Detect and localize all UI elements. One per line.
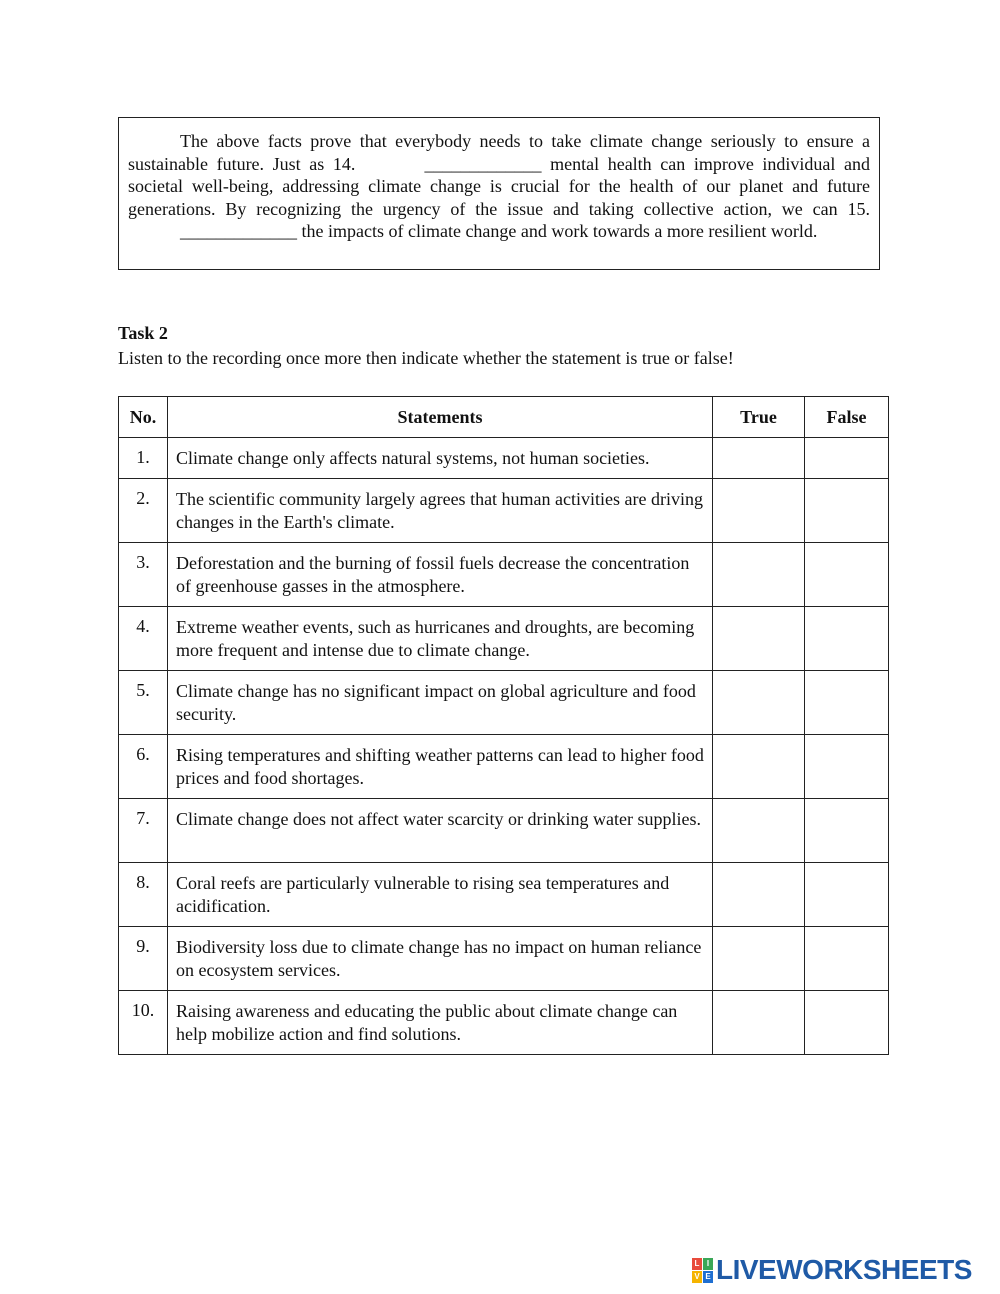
false-cell[interactable]	[805, 438, 889, 479]
header-false: False	[805, 397, 889, 438]
table-row	[119, 543, 889, 607]
passage-paragraph	[128, 130, 870, 243]
true-cell[interactable]	[713, 991, 805, 1055]
liveworksheets-logo[interactable]	[692, 1254, 972, 1286]
row-number: 9.	[119, 927, 168, 991]
blank-15[interactable]: _____________	[180, 221, 297, 242]
passage-text-1: The above facts prove that everybody needs to take climate change seriously to ensure a sustainable future. Just as 14.	[128, 131, 870, 174]
row-number: 7.	[119, 799, 168, 863]
row-number: 3.	[119, 543, 168, 607]
row-statement: Rising temperatures and shifting weather patterns can lead to higher food prices and food shortages.	[168, 735, 713, 799]
task-instruction: Listen to the recording once more then indicate whether the statement is true or false!	[118, 348, 734, 368]
row-number: 8.	[119, 863, 168, 927]
table-row	[119, 863, 889, 927]
statements-table	[118, 396, 889, 1055]
table-row	[119, 479, 889, 543]
task-title: Task 2	[118, 323, 168, 343]
brand-logo-icon	[692, 1258, 713, 1283]
logo-letter-e: E	[703, 1271, 713, 1283]
row-statement: Extreme weather events, such as hurricanes and droughts, are becoming more frequent and intense due to climate change.	[168, 607, 713, 671]
false-cell[interactable]	[805, 479, 889, 543]
true-cell[interactable]	[713, 863, 805, 927]
true-cell[interactable]	[713, 735, 805, 799]
table-row	[119, 607, 889, 671]
row-number: 1.	[119, 438, 168, 479]
row-statement: Deforestation and the burning of fossil fuels decrease the concentration of greenhouse gasses in the atmosphere.	[168, 543, 713, 607]
table-row	[119, 991, 889, 1055]
true-cell[interactable]	[713, 543, 805, 607]
false-cell[interactable]	[805, 671, 889, 735]
row-number: 10.	[119, 991, 168, 1055]
row-statement: Climate change only affects natural systems, not human societies.	[168, 438, 713, 479]
row-statement: Raising awareness and educating the public about climate change can help mobilize action and find solutions.	[168, 991, 713, 1055]
false-cell[interactable]	[805, 991, 889, 1055]
row-statement: Climate change does not affect water scarcity or drinking water supplies.	[168, 799, 713, 863]
true-cell[interactable]	[713, 799, 805, 863]
table-row	[119, 927, 889, 991]
table-row	[119, 438, 889, 479]
row-statement: Biodiversity loss due to climate change has no impact on human reliance on ecosystem services.	[168, 927, 713, 991]
table-row	[119, 799, 889, 863]
table-row	[119, 735, 889, 799]
passage-text-2: mental health can improve individual and societal well-being, addressing climate change is crucial for the health of our planet and future generations. By recognizing the urgency of the issue and taking collective action, we can 15.	[128, 153, 870, 219]
row-number: 2.	[119, 479, 168, 543]
true-cell[interactable]	[713, 438, 805, 479]
true-cell[interactable]	[713, 479, 805, 543]
row-statement: Coral reefs are particularly vulnerable to rising sea temperatures and acidification.	[168, 863, 713, 927]
true-cell[interactable]	[713, 927, 805, 991]
false-cell[interactable]	[805, 607, 889, 671]
false-cell[interactable]	[805, 927, 889, 991]
passage-text-3: the impacts of climate change and work towards a more resilient world.	[301, 221, 818, 242]
row-statement: The scientific community largely agrees that human activities are driving changes in the Earth's climate.	[168, 479, 713, 543]
true-cell[interactable]	[713, 607, 805, 671]
row-number: 4.	[119, 607, 168, 671]
true-cell[interactable]	[713, 671, 805, 735]
table-row	[119, 671, 889, 735]
false-cell[interactable]	[805, 735, 889, 799]
row-statement: Climate change has no significant impact on global agriculture and food security.	[168, 671, 713, 735]
false-cell[interactable]	[805, 799, 889, 863]
logo-letter-v: V	[692, 1271, 702, 1283]
table-header-row	[119, 397, 889, 438]
brand-name: LIVEWORKSHEETS	[716, 1254, 972, 1285]
header-true: True	[713, 397, 805, 438]
header-statements: Statements	[168, 397, 713, 438]
false-cell[interactable]	[805, 863, 889, 927]
row-number: 6.	[119, 735, 168, 799]
logo-letter-l: L	[692, 1258, 702, 1270]
blank-14[interactable]: _____________	[424, 153, 542, 174]
passage-box	[118, 117, 880, 270]
logo-letter-i: I	[703, 1258, 713, 1270]
false-cell[interactable]	[805, 543, 889, 607]
row-number: 5.	[119, 671, 168, 735]
header-no: No.	[119, 397, 168, 438]
